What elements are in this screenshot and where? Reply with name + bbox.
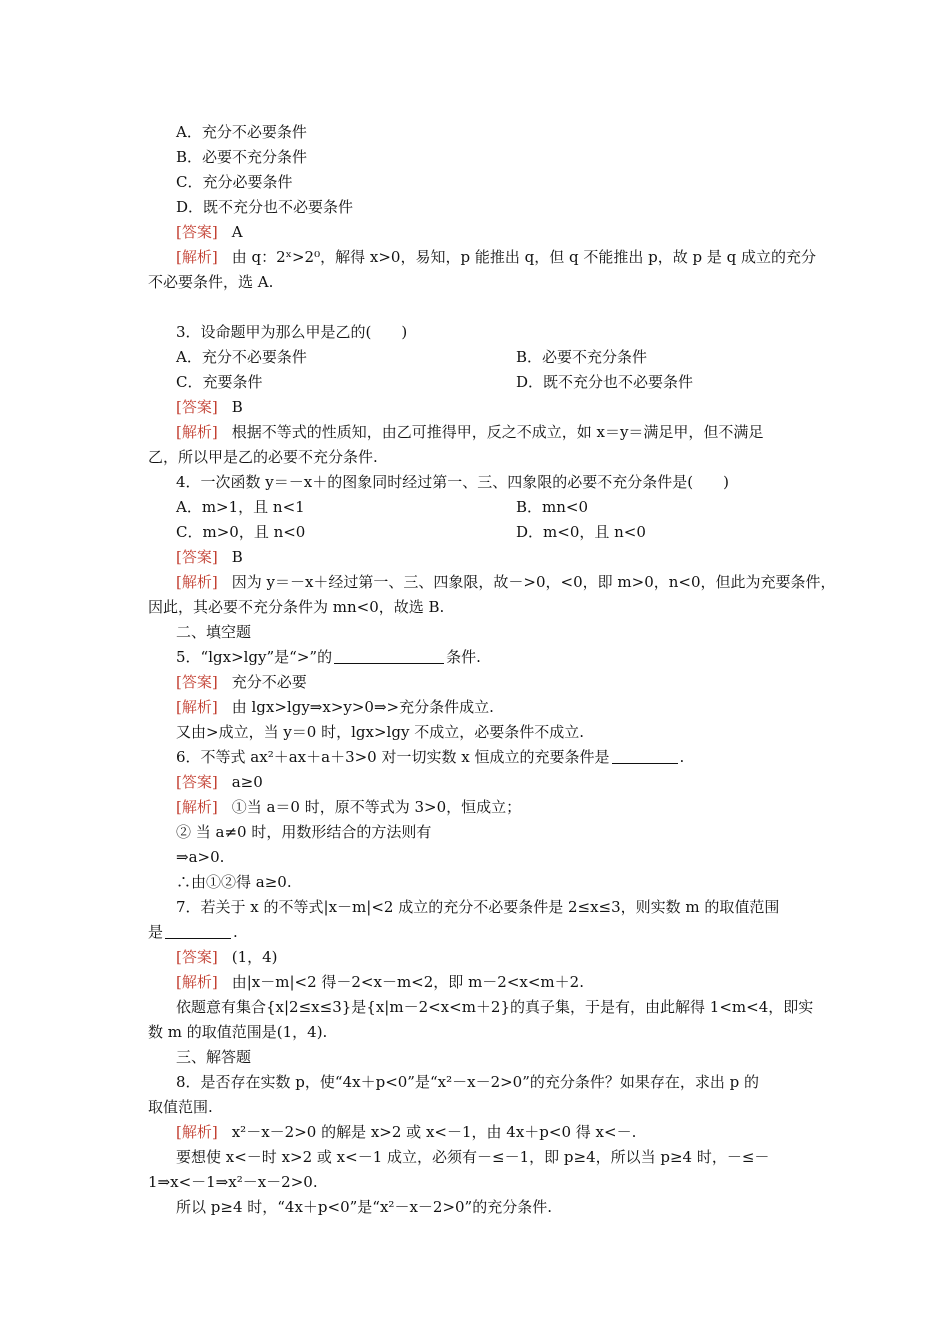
analysis-continuation: ⇒a>0. (176, 848, 225, 866)
answer-line: [答案] 充分不必要 (176, 673, 307, 691)
answer-line: [答案] B (176, 548, 243, 566)
analysis-tag: [解析] (176, 248, 218, 266)
analysis-tag: [解析] (176, 573, 218, 591)
analysis-continuation: 不必要条件，选 A. (148, 273, 274, 291)
analysis-tag: [解析] (176, 798, 218, 816)
analysis-continuation: 要想使 x<－时 x>2 或 x<－1 成立，必须有－≤－1，即 p≥4，所以当 p≥4 时，－≤－ (176, 1148, 770, 1166)
answer-tag: [答案] (176, 398, 218, 416)
analysis-continuation: 因此，其必要不充分条件为 mn<0，故选 B. (148, 598, 445, 616)
analysis-continuation: 又由>成立，当 y＝0 时，lgx>lgy 不成立，必要条件不成立. (176, 723, 584, 741)
section-heading: 三、解答题 (176, 1048, 252, 1066)
analysis-line: [解析] 由 lgx>lgy⇒x>y>0⇒>充分条件成立. (176, 698, 494, 716)
question-8: 8．是否存在实数 p，使“4x＋p<0”是“x²－x－2>0”的充分条件？如果存在，求出 p 的 (176, 1073, 760, 1091)
option-b: B．必要不充分条件 (176, 148, 308, 166)
analysis-continuation: ② 当 a≠0 时，用数形结合的方法则有 (176, 823, 432, 841)
answer-line: [答案] A (176, 223, 243, 241)
analysis-continuation: 乙，所以甲是乙的必要不充分条件. (148, 448, 378, 466)
section-heading: 二、填空题 (176, 623, 252, 641)
analysis-tag: [解析] (176, 698, 218, 716)
option-row: A．m>1，且 n<1 B．mn<0 (176, 498, 589, 516)
analysis-line: [解析] ①当 a＝0 时，原不等式为 3>0，恒成立； (176, 798, 522, 816)
analysis-continuation: 数 m 的取值范围是(1，4). (148, 1023, 328, 1041)
analysis-tag: [解析] (176, 423, 218, 441)
analysis-continuation: 所以 p≥4 时，“4x＋p<0”是“x²－x－2>0”的充分条件. (176, 1198, 552, 1216)
analysis-continuation: 1⇒x<－1⇒x²－x－2>0. (148, 1173, 318, 1191)
answer-line: [答案] a≥0 (176, 773, 263, 791)
answer-tag: [答案] (176, 548, 218, 566)
analysis-tag: [解析] (176, 1123, 218, 1141)
analysis-continuation: 依题意有集合{x|2≤x≤3}是{x|m－2<x<m＋2}的真子集，于是有，由此解得 1<m<4，即实 (176, 998, 814, 1016)
option-d: D．既不充分也不必要条件 (176, 198, 354, 216)
question-6: 6．不等式 ax²＋ax＋a＋3>0 对一切实数 x 恒成立的充要条件是 . (176, 748, 685, 766)
answer-tag: [答案] (176, 948, 218, 966)
analysis-line: [解析] x²－x－2>0 的解是 x>2 或 x<－1，由 4x＋p<0 得 x<－. (176, 1123, 637, 1141)
answer-blank (334, 647, 444, 664)
analysis-line: [解析] 由|x－m|<2 得－2<x－m<2，即 m－2<x<m＋2. (176, 973, 584, 991)
analysis-line: [解析] 由 q：2ˣ>2⁰，解得 x>0，易知，p 能推出 q，但 q 不能推出 p，故 p 是 q 成立的充分 (176, 248, 816, 266)
answer-blank (612, 747, 678, 764)
answer-tag: [答案] (176, 773, 218, 791)
option-row: A．充分不必要条件 B．必要不充分条件 (176, 348, 648, 366)
analysis-continuation: ∴由①②得 a≥0. (176, 873, 292, 891)
option-a: A．充分不必要条件 (176, 123, 307, 141)
option-row: C．m>0，且 n<0 D．m<0，且 n<0 (176, 523, 646, 541)
answer-line: [答案] (1，4) (176, 948, 278, 966)
option-c: C．充分必要条件 (176, 173, 293, 191)
answer-tag: [答案] (176, 223, 218, 241)
question-8-continuation: 取值范围. (148, 1098, 213, 1116)
option-row: C．充要条件 D．既不充分也不必要条件 (176, 373, 694, 391)
analysis-line: [解析] 因为 y＝－x＋经过第一、三、四象限，故－>0，<0，即 m>0，n<0，但此为充要条件， (176, 573, 836, 591)
question-5: 5．“lgx>lgy”是“>”的 条件. (176, 648, 481, 666)
answer-blank (165, 922, 231, 939)
analysis-line: [解析] 根据不等式的性质知，由乙可推得甲，反之不成立，如 x＝y＝满足甲，但不满足 (176, 423, 764, 441)
answer-tag: [答案] (176, 673, 218, 691)
question-4: 4．一次函数 y＝－x＋的图象同时经过第一、三、四象限的必要不充分条件是( ) (176, 473, 729, 491)
question-7: 7．若关于 x 的不等式|x－m|<2 成立的充分不必要条件是 2≤x≤3，则实数 m 的取值范围 (176, 898, 780, 916)
question-7-continuation: 是 . (148, 923, 238, 941)
analysis-tag: [解析] (176, 973, 218, 991)
question-3: 3．设命题甲为那么甲是乙的( ) (176, 323, 408, 341)
answer-line: [答案] B (176, 398, 243, 416)
